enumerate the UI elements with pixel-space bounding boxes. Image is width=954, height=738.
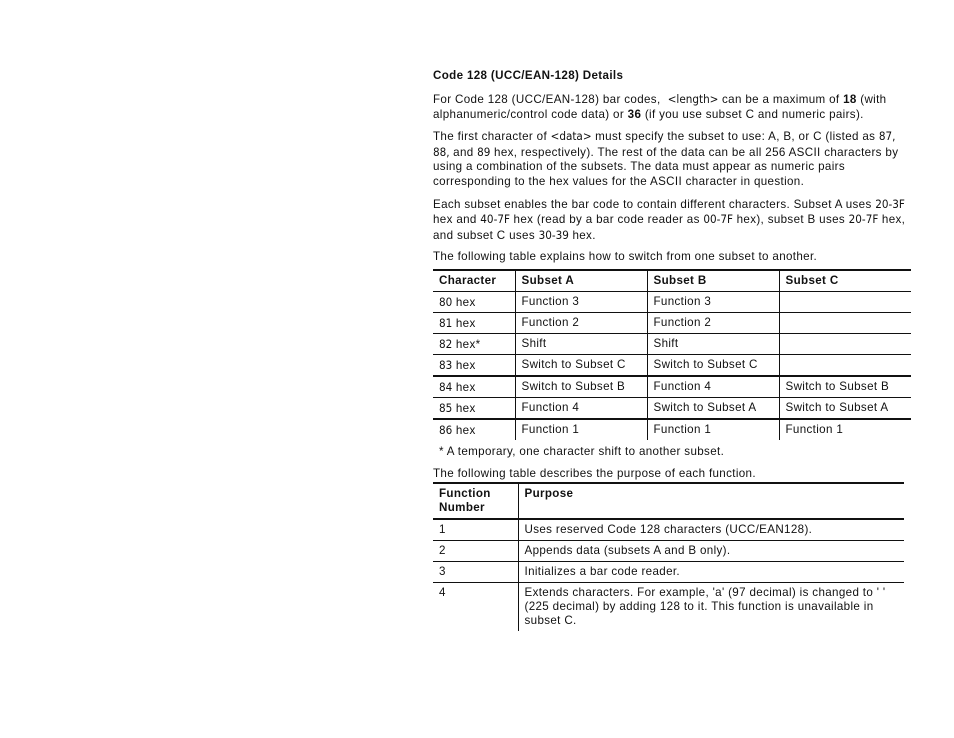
subset-switch-table [433, 269, 911, 440]
hex-code: 84 [439, 379, 453, 394]
table-row [433, 354, 911, 376]
text: and [453, 145, 474, 159]
cell-subset-c: Switch to Subset B [779, 376, 911, 398]
cell-subset-b: Function 1 [647, 419, 779, 440]
hex-value: 89 [477, 144, 491, 159]
paragraph-subsets [433, 197, 911, 244]
hex-suffix: hex [452, 358, 476, 372]
header-purpose: Purpose [518, 483, 904, 519]
header-line: Number [439, 501, 485, 515]
header-function-number [433, 483, 518, 519]
cell-character [433, 376, 515, 398]
paragraph-function-intro: The following table describes the purpose of each function. [433, 466, 756, 480]
cell-purpose: Uses reserved Code 128 characters (UCC/EAN128). [518, 519, 904, 541]
paragraph-length [433, 92, 911, 122]
hex-code: 83 [439, 357, 453, 372]
cell-subset-a: Switch to Subset C [515, 354, 647, 376]
cell-subset-a: Function 4 [515, 397, 647, 419]
table-row [433, 397, 911, 419]
header-subset-c: Subset C [779, 270, 911, 292]
cell-subset-a: Function 1 [515, 419, 647, 440]
text: hex, respectively). The rest of the data can be all 256 ASCII characters by using a combination of the subsets. The data must appear as numeric pairs corresponding to the hex values for the ASCII character in question. [433, 145, 899, 188]
document-content [433, 68, 911, 631]
paragraph-data [433, 129, 911, 189]
cell-character [433, 333, 515, 354]
cell-subset-a: Shift [515, 333, 647, 354]
cell-character [433, 354, 515, 376]
header-character: Character [433, 270, 515, 292]
length-token: <length> [667, 92, 719, 106]
table-row [433, 291, 911, 312]
table-header-row [433, 483, 904, 519]
cell-character [433, 312, 515, 333]
text: (with alphanumeric/control code data) or [433, 93, 887, 121]
cell-subset-a: Switch to Subset B [515, 376, 647, 398]
data-token: <data> [550, 129, 592, 144]
text: (if you use subset C and numeric pairs). [644, 107, 864, 121]
table-row [433, 333, 911, 354]
hex-suffix: hex* [452, 337, 481, 351]
cell-function-number: 2 [433, 541, 518, 562]
max-numeric: 36 [627, 107, 642, 121]
hex-range: 40-7F [480, 212, 510, 227]
cell-function-number: 1 [433, 519, 518, 541]
cell-subset-c [779, 291, 911, 312]
hex-code: 81 [439, 315, 453, 330]
hex-code: 82 [439, 336, 453, 351]
cell-subset-c [779, 354, 911, 376]
cell-function-number: 4 [433, 583, 518, 632]
section-heading: Code 128 (UCC/EAN-128) Details [433, 69, 624, 82]
cell-subset-a: Function 2 [515, 312, 647, 333]
cell-purpose: Extends characters. For example, 'a' (97 decimal) is changed to ' ' (225 decimal) by adding 128 to it. This function is unavailable in subset C. [524, 586, 886, 628]
hex-suffix: hex [452, 423, 476, 437]
cell-subset-b: Function 3 [647, 291, 779, 312]
hex-code: 80 [439, 294, 453, 309]
cell-character [433, 419, 515, 440]
cell-subset-b: Function 2 [647, 312, 779, 333]
header-line: Function [439, 487, 491, 501]
hex-suffix: hex [452, 316, 476, 330]
hex-value: 87, 88, [433, 129, 896, 159]
paragraph-table-intro: The following table explains how to switch from one subset to another. [433, 250, 818, 264]
hex-suffix: hex [452, 295, 476, 309]
table-row [433, 376, 911, 398]
cell-subset-b: Switch to Subset C [647, 354, 779, 376]
cell-subset-c [779, 312, 911, 333]
table-row [433, 312, 911, 333]
cell-subset-c: Function 1 [785, 423, 844, 437]
cell-purpose: Appends data (subsets A and B only). [518, 541, 904, 562]
function-table [433, 482, 904, 631]
hex-range: 20-3F [875, 196, 905, 211]
table-row [433, 519, 904, 541]
table-row [433, 419, 911, 440]
text: hex, and subset C uses [433, 213, 906, 242]
text: The first character of [433, 130, 548, 144]
text: hex. [572, 228, 596, 242]
text: For Code 128 (UCC/EAN-128) bar codes, [433, 93, 661, 106]
text: hex), subset B uses [736, 213, 846, 227]
hex-range: 00-7F [703, 212, 734, 227]
hex-range: 20-7F [848, 212, 879, 227]
cell-subset-b: Function 4 [647, 376, 779, 398]
hex-code: 86 [439, 422, 453, 437]
cell-subset-c [779, 333, 911, 354]
text: hex and [433, 213, 477, 227]
hex-code: 85 [439, 400, 453, 415]
hex-suffix: hex [452, 380, 476, 394]
text: can be a maximum of [722, 93, 840, 106]
hex-range: 30-39 [538, 227, 569, 242]
cell-subset-b: Switch to Subset A [647, 397, 779, 419]
cell-subset-b: Shift [647, 333, 779, 354]
table-row [433, 583, 904, 632]
header-subset-b: Subset B [647, 270, 779, 292]
header-subset-a: Subset A [515, 270, 647, 292]
cell-function-number: 3 [433, 562, 518, 583]
table-row [433, 541, 904, 562]
text: hex (read by a bar code reader as [513, 213, 700, 227]
cell-purpose: Initializes a bar code reader. [518, 562, 904, 583]
text: must specify the subset to use: A, B, or C (listed as [595, 130, 876, 144]
table-header-row [433, 270, 911, 292]
footnote: * A temporary, one character shift to another subset. [439, 444, 725, 458]
hex-suffix: hex [452, 401, 476, 415]
cell-subset-a: Function 3 [515, 291, 647, 312]
cell-subset-c: Switch to Subset A [779, 397, 911, 419]
max-alnum: 18 [843, 93, 857, 106]
text: Each subset enables the bar code to contain different characters. Subset A uses [433, 197, 872, 211]
cell-character [433, 397, 515, 419]
cell-character [433, 291, 515, 312]
table-row [433, 562, 904, 583]
